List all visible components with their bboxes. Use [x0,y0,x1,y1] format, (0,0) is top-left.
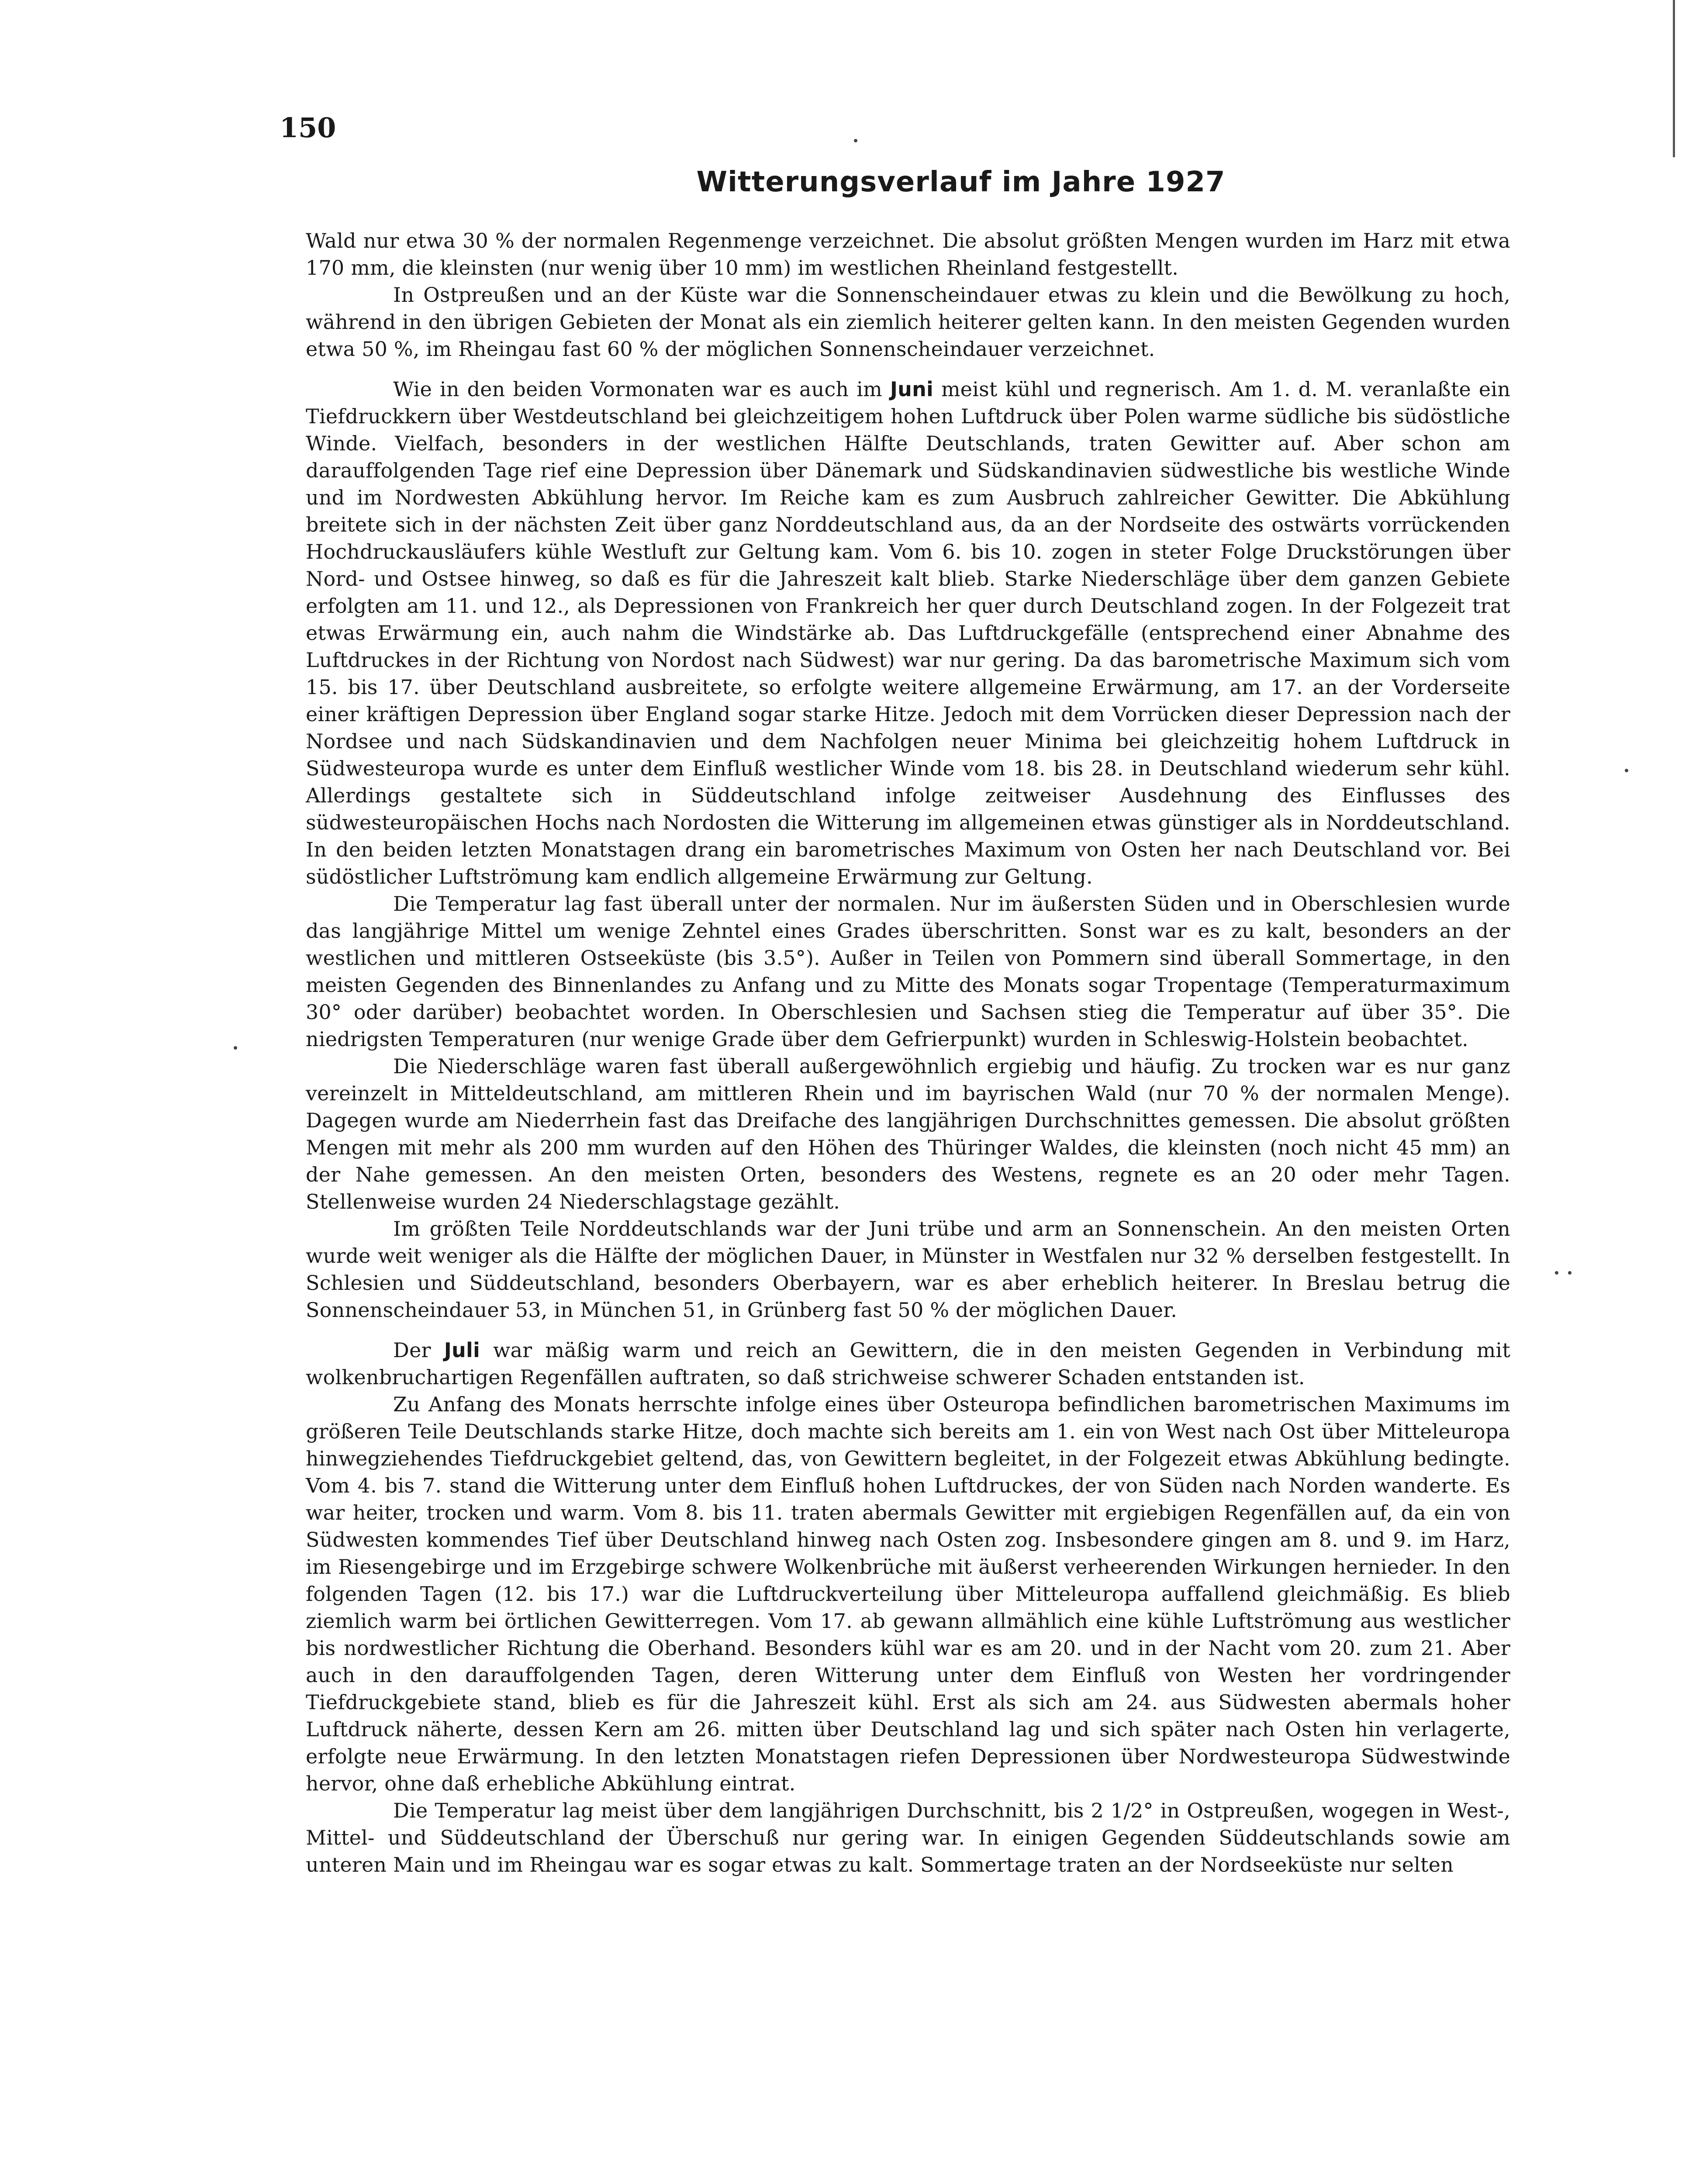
paragraph-text: meist kühl und regnerisch. Am 1. d. M. veranlaßte ein Tiefdruckkern über Westdeutschland bei gleichzeitigem hohen Luftdruck über Polen warme südliche bis südöstliche Winde. Vielfach, besonders in der westlichen Hälfte Deutschlands, traten Gewitter auf. Aber schon am darauffolgenden Tage rief eine Depression über Dänemark und Südskandinavien südwestliche bis westliche Winde und im Nordwesten Abkühlung hervor. Im Reiche kam es zum Ausbruch zahlreicher Gewitter. Die Abkühlung breitete sich in der nächsten Zeit über ganz Norddeutschland aus, da an der Nordseite des ostwärts vorrückenden Hochdruckausläufers kühle Westluft zur Geltung kam. Vom 6. bis 10. zogen in steter Folge Druckstörungen über Nord- und Ostsee hinweg, so daß es für die Jahreszeit kalt blieb. Starke Niederschläge über dem ganzen Gebiete erfolgten am 11. und 12., als Depressionen von Frankreich her quer durch Deutschland zogen. In der Folgezeit trat etwas Erwärmung ein, auch nahm die Windstärke ab. Das Luftdruckgefälle (entsprechend einer Abnahme des Luftdruckes in der Richtung von Nordost nach Südwest) war nur gering. Da das barometrische Maximum sich vom 15. bis 17. über Deutschland ausbreitete, so erfolgte weitere allgemeine Erwärmung, am 17. an der Vorderseite einer kräftigen Depression über England sogar starke Hitze. Jedoch mit dem Vorrücken dieser Depression nach der Nordsee und nach Südskandinavien und dem Nachfolgen neuer Minima bei gleichzeitig hohem Luftdruck in Südwesteuropa wurde es unter dem Einfluß westlicher Winde vom 18. bis 28. in Deutschland wiederum sehr kühl. Allerdings gestaltete sich in Süddeutschland infolge zeitweiser Ausdehnung des Einflusses des südwesteuropäischen Hochs nach Nordosten die Witterung im allgemeinen etwas günstiger als in Norddeutschland. In den beiden letzten Monatstagen drang ein barometrisches Maximum von Osten her nach Deutschland vor. Bei südöstlicher Luftströmung kam endlich allgemeine Erwärmung zur Geltung. [306,377,1511,888]
paragraph: Zu Anfang des Monats herrschte infolge eines über Osteuropa befindlichen barometrischen Maximums im größeren Teile Deutschlands starke Hitze, doch machte sich bereits am 1. ein von West nach Ost über Mitteleuropa hinwegziehendes Tiefdruckgebiet geltend, das, von Gewittern begleitet, in der Folgezeit etwas Abkühlung bedingte. Vom 4. bis 7. stand die Witterung unter dem Einfluß hohen Luftdruckes, der von Süden nach Norden wanderte. Es war heiter, trocken und warm. Vom 8. bis 11. traten abermals Gewitter mit ergiebigen Regenfällen auf, da ein von Südwesten kommendes Tief über Deutschland hinweg nach Osten zog. Insbesondere gingen am 8. und 9. im Harz, im Riesengebirge und im Erzgebirge schwere Wolkenbrüche mit äußerst verheerenden Wirkungen hernieder. In den folgenden Tagen (12. bis 17.) war die Luftdruckverteilung über Mitteleuropa auffallend gleichmäßig. Es blieb ziemlich warm bei örtlichen Gewitterregen. Vom 17. ab gewann allmählich eine kühle Luftströmung aus westlicher bis nordwestlicher Richtung die Oberhand. Besonders kühl war es am 20. und in der Nacht vom 20. zum 21. Aber auch in den darauffolgenden Tagen, deren Witterung unter dem Einfluß von Westen her vordringender Tiefdruckgebiete stand, blieb es für die Jahreszeit kühl. Erst als sich am 24. aus Südwesten abermals hoher Luftdruck näherte, dessen Kern am 26. mitten über Deutschland lag und sich später nach Osten hin verlagerte, erfolgte neue Erwärmung. In den letzten Monatstagen riefen Depressionen über Nordwesteuropa Südwestwinde hervor, ohne daß erhebliche Abkühlung eintrat. [306,1393,1510,1795]
paragraph-juli [306,1337,1510,1391]
month-heading-juli: Juli [444,1338,480,1362]
paragraph: Wald nur etwa 30 % der normalen Regenmenge verzeichnet. Die absolut größten Mengen wurden im Harz mit etwa 170 mm, die kleinsten (nur wenig über 10 mm) im westlichen Rheinland festgestellt. [306,229,1510,280]
scan-speck [1625,769,1628,772]
paragraph-juni [306,376,1510,890]
paragraph: Die Temperatur lag fast überall unter der normalen. Nur im äußersten Süden und in Oberschlesien wurde das langjährige Mittel um wenige Zehntel eines Grades überschritten. Sonst war es zu kalt, besonders an der westlichen und mittleren Ostseeküste (bis 3.5°). Außer in Teilen von Pommern sind überall Sommertage, in den meisten Gegenden des Binnenlandes zu Anfang und zu Mitte des Monats sogar Tropentage (Temperaturmaximum 30° oder darüber) beobachtet worden. In Oberschlesien und Sachsen stieg die Temperatur auf über 35°. Die niedrigsten Temperaturen (nur wenige Grade über dem Gefrierpunkt) wurden in Schleswig-Holstein beobachtet. [306,892,1510,1051]
page-title: Witterungsverlauf im Jahre 1927 [696,166,1226,198]
paragraph-lead: Wie in den beiden Vormonaten war es auch im [393,377,882,401]
paragraph: In Ostpreußen und an der Küste war die Sonnenscheindauer etwas zu klein und die Bewölkung zu hoch, während in den übrigen Gebieten der Monat als ein ziemlich heiterer gelten kann. In den meisten Gegenden wurden etwa 50 %, im Rheingau fast 60 % der möglichen Sonnenscheindauer verzeichnet. [306,283,1510,361]
scan-speck [1568,1271,1571,1275]
page-number: 150 [280,112,336,144]
scan-speck [854,139,857,142]
scan-edge-mark [1673,0,1675,157]
month-heading-juni: Juni [890,377,934,401]
article-body [306,227,1510,1878]
scan-speck [1555,1271,1558,1275]
paragraph-text: war mäßig warm und reich an Gewittern, die in den meisten Gegenden in Verbindung mit wolkenbruchartigen Regenfällen auftraten, so daß strichweise schwerer Schaden entstanden ist. [306,1338,1511,1389]
scan-speck [234,1046,237,1050]
paragraph-lead: Der [393,1338,431,1362]
paragraph: Die Temperatur lag meist über dem langjährigen Durchschnitt, bis 2 1/2° in Ostpreußen, wogegen in West-, Mittel- und Süddeutschland der Überschuß nur gering war. In einigen Gegenden Süddeutschlands sowie am unteren Main und im Rheingau war es sogar etwas zu kalt. Sommertage traten an der Nordseeküste nur selten [306,1799,1510,1876]
paragraph: Die Niederschläge waren fast überall außergewöhnlich ergiebig und häufig. Zu trocken war es nur ganz vereinzelt in Mitteldeutschland, am mittleren Rhein und im bayrischen Wald (nur 70 % der normalen Menge). Dagegen wurde am Niederrhein fast das Dreifache des langjährigen Durchschnittes gemessen. Die absolut größten Mengen mit mehr als 200 mm wurden auf den Höhen des Thüringer Waldes, die kleinsten (noch nicht 45 mm) an der Nahe gemessen. An den meisten Orten, besonders des Westens, regnete es an 20 oder mehr Tagen. Stellenweise wurden 24 Niederschlagstage gezählt. [306,1054,1510,1213]
paragraph: Im größten Teile Norddeutschlands war der Juni trübe und arm an Sonnenschein. An den meisten Orten wurde weit weniger als die Hälfte der möglichen Dauer, in Münster in Westfalen nur 32 % derselben festgestellt. In Schlesien und Süddeutschland, besonders Oberbayern, war es aber erheblich heiterer. In Breslau betrug die Sonnenscheindauer 53, in München 51, in Grünberg fast 50 % der möglichen Dauer. [306,1217,1510,1322]
